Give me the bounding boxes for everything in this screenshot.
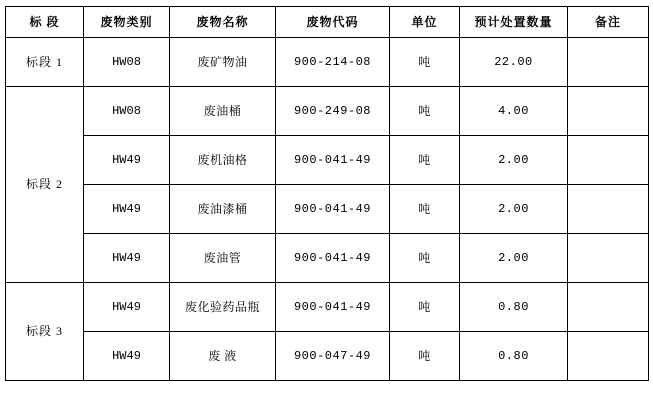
lot-label-cell: 标段 2 <box>6 87 84 283</box>
remark-cell <box>568 38 649 87</box>
unit-cell: 吨 <box>390 136 460 185</box>
header-waste-code: 废物代码 <box>276 7 390 38</box>
table-row <box>6 283 649 332</box>
remark-cell <box>568 185 649 234</box>
waste-code-cell: 900-041-49 <box>276 283 390 332</box>
unit-cell: 吨 <box>390 234 460 283</box>
waste-category-cell: HW49 <box>84 136 170 185</box>
unit-cell: 吨 <box>390 332 460 381</box>
waste-name-cell: 废油桶 <box>170 87 276 136</box>
quantity-cell: 2.00 <box>460 136 568 185</box>
remark-cell <box>568 136 649 185</box>
table-row <box>6 234 649 283</box>
remark-cell <box>568 234 649 283</box>
table-row <box>6 332 649 381</box>
remark-cell <box>568 87 649 136</box>
waste-disposal-table <box>5 6 649 381</box>
waste-code-cell: 900-047-49 <box>276 332 390 381</box>
waste-category-cell: HW08 <box>84 38 170 87</box>
waste-name-cell: 废矿物油 <box>170 38 276 87</box>
header-waste-name: 废物名称 <box>170 7 276 38</box>
header-waste-category: 废物类别 <box>84 7 170 38</box>
waste-category-cell: HW08 <box>84 87 170 136</box>
waste-name-cell: 废化验药品瓶 <box>170 283 276 332</box>
waste-code-cell: 900-041-49 <box>276 136 390 185</box>
quantity-cell: 4.00 <box>460 87 568 136</box>
header-row <box>6 7 649 38</box>
waste-name-cell: 废 液 <box>170 332 276 381</box>
waste-category-cell: HW49 <box>84 185 170 234</box>
remark-cell <box>568 283 649 332</box>
quantity-cell: 2.00 <box>460 185 568 234</box>
waste-category-cell: HW49 <box>84 332 170 381</box>
lot-label-cell: 标段 3 <box>6 283 84 381</box>
table-row <box>6 87 649 136</box>
header-unit: 单位 <box>390 7 460 38</box>
waste-name-cell: 废机油格 <box>170 136 276 185</box>
table-row <box>6 185 649 234</box>
header-remark: 备注 <box>568 7 649 38</box>
unit-cell: 吨 <box>390 87 460 136</box>
table-row <box>6 38 649 87</box>
waste-name-cell: 废油管 <box>170 234 276 283</box>
remark-cell <box>568 332 649 381</box>
quantity-cell: 2.00 <box>460 234 568 283</box>
lot-label-cell: 标段 1 <box>6 38 84 87</box>
waste-category-cell: HW49 <box>84 234 170 283</box>
waste-code-cell: 900-041-49 <box>276 185 390 234</box>
header-estimated-quantity: 预计处置数量 <box>460 7 568 38</box>
table-header <box>6 7 649 38</box>
unit-cell: 吨 <box>390 283 460 332</box>
waste-code-cell: 900-214-08 <box>276 38 390 87</box>
unit-cell: 吨 <box>390 185 460 234</box>
table-row <box>6 136 649 185</box>
quantity-cell: 22.00 <box>460 38 568 87</box>
header-lot: 标 段 <box>6 7 84 38</box>
waste-name-cell: 废油漆桶 <box>170 185 276 234</box>
table-body <box>6 38 649 381</box>
waste-code-cell: 900-041-49 <box>276 234 390 283</box>
unit-cell: 吨 <box>390 38 460 87</box>
waste-code-cell: 900-249-08 <box>276 87 390 136</box>
quantity-cell: 0.80 <box>460 283 568 332</box>
waste-category-cell: HW49 <box>84 283 170 332</box>
quantity-cell: 0.80 <box>460 332 568 381</box>
